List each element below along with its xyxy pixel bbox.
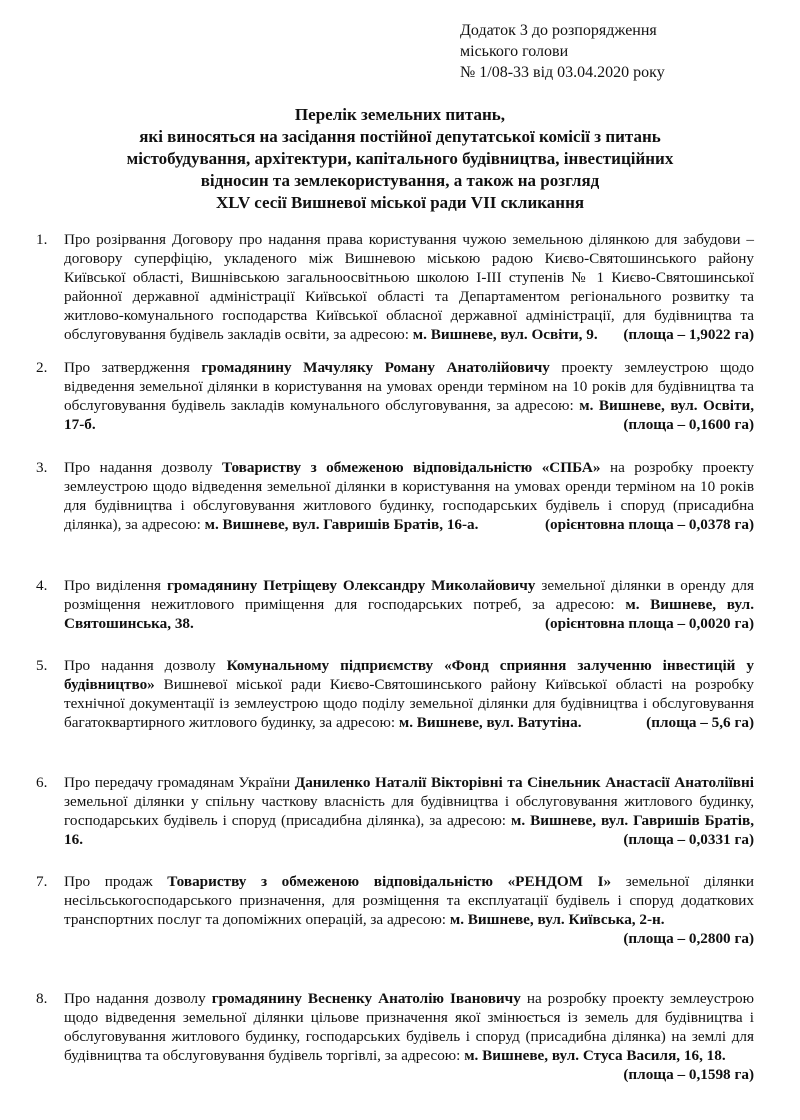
item-text: земельної ділянки несільськогосподарського призначення, для розміщення та експлуатації будівель і споруд додаткових транспортних послуг та допоміжних операцій, за адресою: [64, 873, 755, 928]
item-text: проекту землеустрою щодо відведення земельної ділянки в користування на умовах оренди терміном на 10 років для будівництва та обслуговування будівель закладів комунального обслуговування, за адресою: [64, 359, 755, 414]
item-text-pre: Про передачу громадянам України [64, 774, 295, 791]
item-tail: . [474, 516, 479, 533]
item-address: м. Вишневе, вул. Стуса Василя, 16, 18 [464, 1047, 722, 1064]
item-tail: . [577, 714, 582, 731]
item-address: м. Вишневе, вул. Київська, 2-н [449, 911, 661, 928]
list-item [36, 358, 754, 458]
list-item [36, 773, 754, 872]
item-text-pre: Про виділення [64, 577, 167, 594]
item-number: 2. [36, 359, 48, 376]
item-text-pre: Про надання дозволу [64, 657, 227, 674]
list-item [36, 576, 754, 656]
item-tail: . [79, 831, 83, 848]
item-number: 4. [36, 577, 48, 594]
item-area: (площа – 1,9022 га) [623, 326, 754, 343]
item-text-pre: Про надання дозволу [64, 459, 223, 476]
item-tail: . [593, 326, 598, 343]
item-area: (площа – 0,1598 га) [623, 1066, 754, 1083]
item-address: м. Вишневе, вул. Ватутіна [398, 714, 578, 731]
item-text-pre: Про продаж [64, 873, 168, 890]
item-area: (площа – 5,6 га) [646, 714, 754, 731]
item-tail: . [91, 416, 96, 433]
item-address: м. Вишневе, вул. Освіти, 17-б [64, 397, 755, 433]
title-line-1: Перелік земельних питань, [294, 105, 506, 124]
item-number: 3. [36, 459, 48, 476]
appendix-line-3: № 1/08-33 від 03.04.2020 року [460, 64, 665, 81]
item-text: на розробку проекту землеустрою щодо відведення земельної ділянки цільове призначення якої змінюється із земель для будівництва і обслуговування житлового будинку, господарських будівель і споруд (присадибна ділянка) на землі для будівництва та обслуговування будівель торгівлі, за адресою: [64, 990, 754, 1064]
list-item [36, 872, 754, 989]
item-address: м. Вишневе, вул. Освіти, 9 [412, 326, 594, 343]
title-line-5: XLV сесії Вишневої міської ради VII скликання [215, 193, 585, 212]
item-tail: . [721, 1047, 726, 1064]
item-subject: Товариству з обмеженою відповідальністю «РЕНДОМ І» [167, 873, 612, 890]
item-text: на розробку проекту землеустрою щодо відведення земельної ділянки в користування на умовах оренди терміном на 10 років для будівництва і обслуговування житлового будинку, господарських будівель і споруд (присадибна ділянка), за адресою: [64, 459, 754, 533]
item-subject: громадянину Весненку Анатолію Івановичу [211, 990, 521, 1007]
title-line-4: відносин та землекористування, а також на розгляд [200, 171, 600, 190]
item-number: 8. [36, 990, 48, 1007]
document-title [30, 104, 770, 214]
item-address: м. Вишневе, вул. Гавришів Братів, 16-а [204, 516, 475, 533]
item-subject: громадянину Петріщеву Олександру Миколайовичу [166, 577, 536, 594]
item-number: 7. [36, 873, 48, 890]
appendix-header [460, 20, 790, 83]
item-address: м. Вишневе, вул. Гавришів Братів, 16 [64, 812, 754, 848]
item-area: (площа – 0,2800 га) [623, 930, 754, 947]
item-area: (орієнтовна площа – 0,0378 га) [544, 516, 754, 533]
item-text: Вишневої міської ради Києво-Святошинського району Київської області на розробку технічної документації із землеустрою щодо поділу земельної ділянки для будівництва і обслуговування багатоквартирного житлового будинку, за адресою: [64, 676, 754, 731]
item-subject: Даниленко Наталії Вікторівні та Сінельник Анастасії Анатоліївні [294, 774, 754, 791]
item-area: (площа – 0,1600 га) [623, 416, 754, 433]
item-area: (орієнтовна площа – 0,0020 га) [544, 615, 754, 632]
item-area: (площа – 0,0331 га) [623, 831, 754, 848]
item-subject: громадянину Мачуляку Роману Анатолійовичу [201, 359, 550, 376]
item-text: земельної ділянки в оренду для розміщення нежитлового приміщення для господарських потреб, за адресою: [64, 577, 754, 613]
appendix-line-2: міського голови [460, 43, 569, 60]
item-number: 5. [36, 657, 48, 674]
list-item [36, 656, 754, 773]
list-item [36, 989, 754, 1084]
item-subject: Товариству з обмеженою відповідальністю «СПБА» [222, 459, 601, 476]
list-item [36, 230, 754, 358]
item-tail: . [190, 615, 194, 632]
title-line-3: містобудування, архітектури, капітального будівництва, інвестиційних [126, 149, 674, 168]
item-text-pre: Про затвердження [64, 359, 202, 376]
title-line-2: які виносяться на засідання постійної депутатської комісії з питань [139, 127, 661, 146]
item-text: Про розірвання Договору про надання права користування чужою земельною ділянкою для забудови – договору суперфіцію, укладеного між Вишневою міською радою Києво-Святошинського району Київської області, Вишнівською загальноосвітньою школою І-ІІІ ступенів № 1 Києво-Святошинської районної державної адміністрації Київської області та Департаментом регіонального розвитку та житлово-комунального господарства Київської обласної державної адміністрації, для будівництва та обслуговування будівель закладів освіти, за адресою: [64, 231, 754, 343]
list-item [36, 458, 754, 576]
item-subject: Комунальному підприємству «Фонд сприяння залученню інвестицій у будівництво» [64, 657, 754, 693]
items-list [36, 230, 754, 1084]
item-tail: . [660, 911, 665, 928]
item-text-pre: Про надання дозволу [64, 990, 212, 1007]
item-address: м. Вишневе, вул. Святошинська, 38 [64, 596, 755, 632]
item-text: земельної ділянки у спільну часткову власність для будівництва і обслуговування житлового будинку, господарських будівель і споруд (присадибна ділянка), за адресою: [64, 793, 754, 829]
item-number: 6. [36, 774, 48, 791]
item-number: 1. [36, 231, 48, 248]
appendix-line-1: Додаток 3 до розпорядження [460, 22, 657, 39]
